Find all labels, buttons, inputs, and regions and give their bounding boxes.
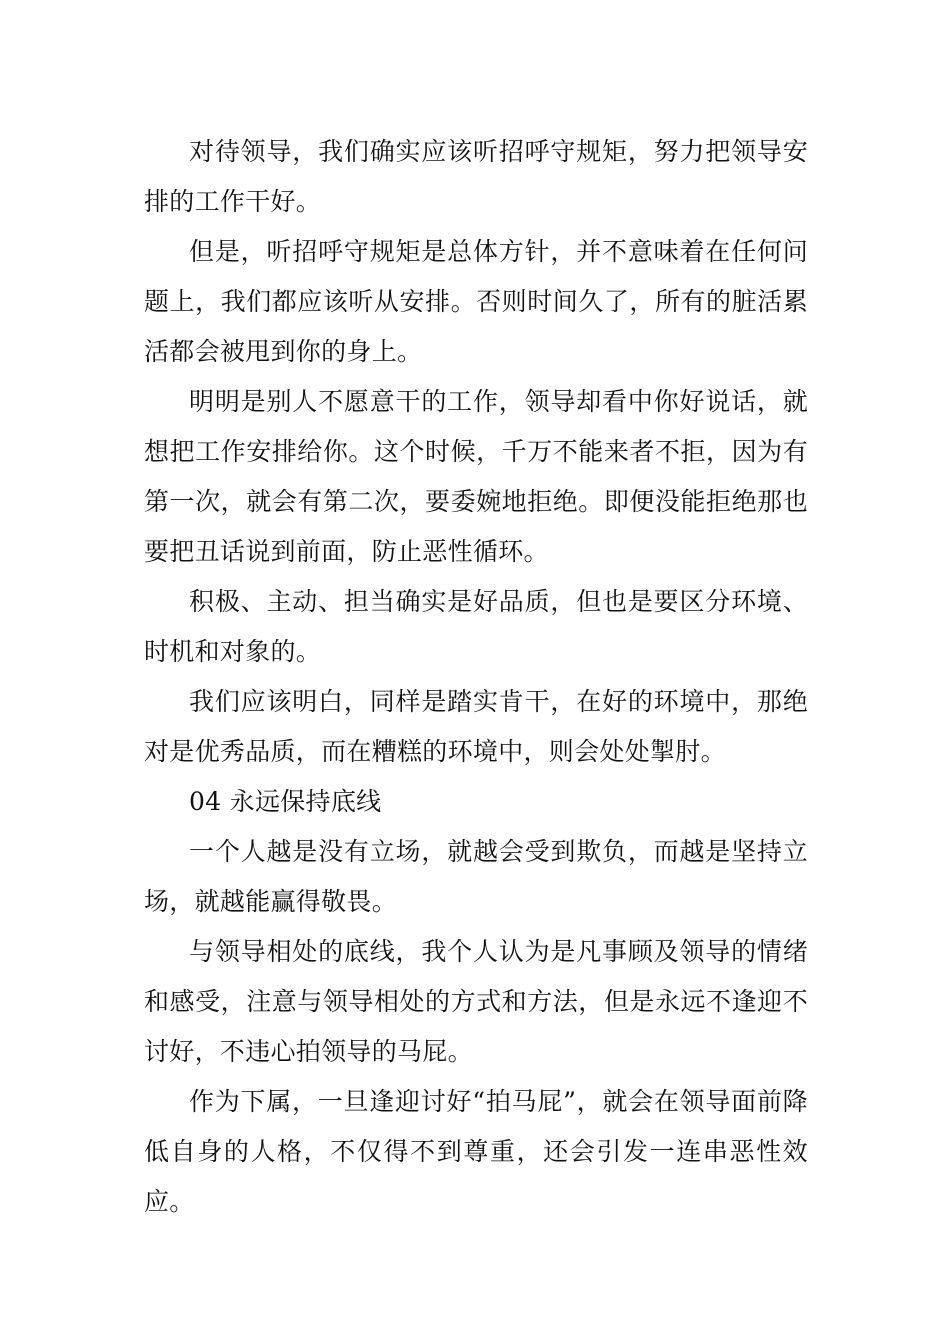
paragraph-5: 我们应该明白，同样是踏实肯干，在好的环境中，那绝对是优秀品质，而在糟糕的环境中，则会处处掣肘。 (144, 687, 808, 766)
paragraph-8: 作为下属，一旦逢迎讨好“拍马屁”，就会在领导面前降低自身的人格，不仅得不到尊重，还会引发一连串恶性效应。 (144, 1087, 808, 1216)
section-heading: 04 永远保持底线 (189, 787, 382, 816)
document-body (144, 127, 808, 1227)
paragraph-4: 积极、主动、担当确实是好品质，但也是要区分环境、时机和对象的。 (144, 587, 808, 666)
paragraph-7: 与领导相处的底线，我个人认为是凡事顾及领导的情绪和感受，注意与领导相处的方式和方法，但是永远不逢迎不讨好，不违心拍领导的马屁。 (144, 937, 808, 1066)
paragraph-6: 一个人越是没有立场，就越会受到欺负，而越是坚持立场，就越能赢得敬畏。 (144, 837, 808, 916)
paragraph-1: 对待领导，我们确实应该听招呼守规矩，努力把领导安排的工作干好。 (144, 137, 808, 216)
paragraph-3: 明明是别人不愿意干的工作，领导却看中你好说话，就想把工作安排给你。这个时候，千万不能来者不拒，因为有第一次，就会有第二次，要委婉地拒绝。即便没能拒绝那也要把丑话说到前面，防止恶性循环。 (144, 387, 808, 566)
paragraph-2: 但是，听招呼守规矩是总体方针，并不意味着在任何问题上，我们都应该听从安排。否则时间久了，所有的脏活累活都会被甩到你的身上。 (144, 237, 808, 366)
